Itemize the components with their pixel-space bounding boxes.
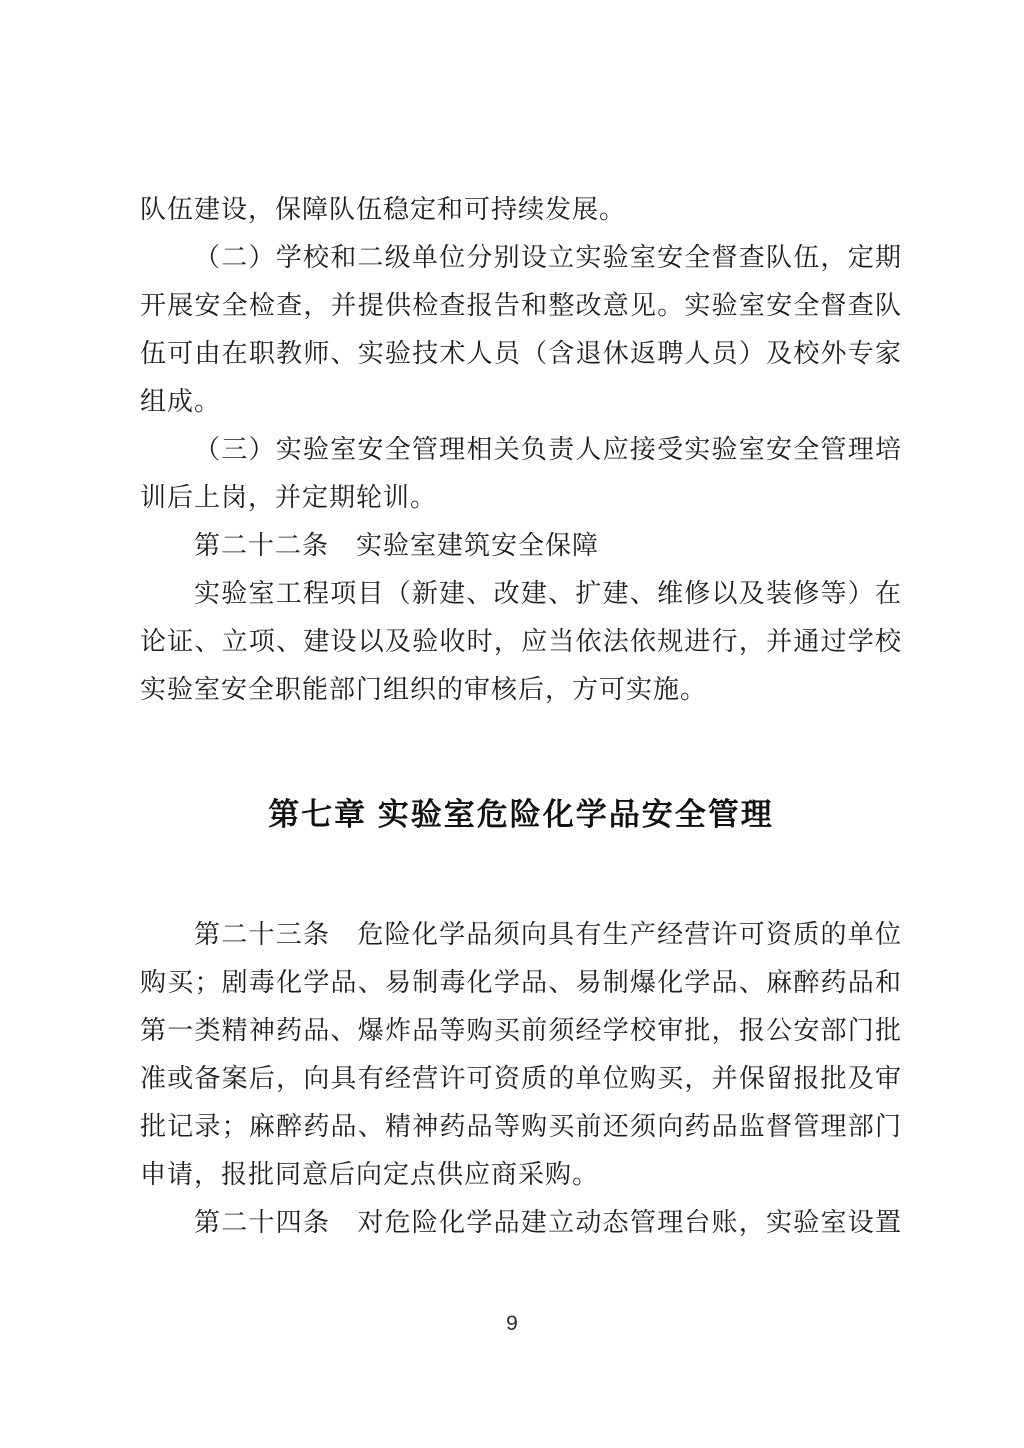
text-line: （三）实验室安全管理相关负责人应接受实验室安全管理培 (194, 435, 902, 464)
chapter-heading: 第七章 实验室危险化学品安全管理 (268, 797, 774, 832)
text-line: 实验室安全职能部门组织的审核后，方可实施。 (140, 675, 708, 704)
text-line: 开展安全检查，并提供检查报告和整改意见。实验室安全督查队 (140, 291, 902, 320)
article-22-title-line: 第二十二条 实验室建筑安全保障 (194, 531, 600, 560)
text-line: 实验室工程项目（新建、改建、扩建、维修以及装修等）在 (194, 579, 902, 608)
text-line: 第一类精神药品、爆炸品等购买前须经学校审批，报公安部门批 (140, 1016, 902, 1045)
text-line: （二）学校和二级单位分别设立实验室安全督查队伍，定期 (194, 243, 902, 272)
text-line: 批记录；麻醉药品、精神药品等购买前还须向药品监督管理部门 (140, 1112, 902, 1141)
text-line: 申请，报批同意后向定点供应商采购。 (140, 1160, 600, 1189)
page-number: 9 (506, 1312, 518, 1335)
text-line: 训后上岗，并定期轮训。 (140, 483, 438, 512)
text-line: 论证、立项、建设以及验收时，应当依法依规进行，并通过学校 (140, 627, 902, 656)
text-line: 购买；剧毒化学品、易制毒化学品、易制爆化学品、麻醉药品和 (140, 968, 902, 997)
document-body (140, 186, 902, 1247)
article-24-line: 第二十四条 对危险化学品建立动态管理台账，实验室设置 (194, 1208, 902, 1237)
text-line: 准或备案后，向具有经营许可资质的单位购买，并保留报批及审 (140, 1064, 902, 1093)
text-line: 组成。 (140, 387, 222, 416)
text-line: 伍可由在职教师、实验技术人员（含退休返聘人员）及校外专家 (140, 339, 902, 368)
article-23-line: 第二十三条 危险化学品须向具有生产经营许可资质的单位 (194, 920, 902, 949)
text-line: 队伍建设，保障队伍稳定和可持续发展。 (140, 195, 627, 224)
